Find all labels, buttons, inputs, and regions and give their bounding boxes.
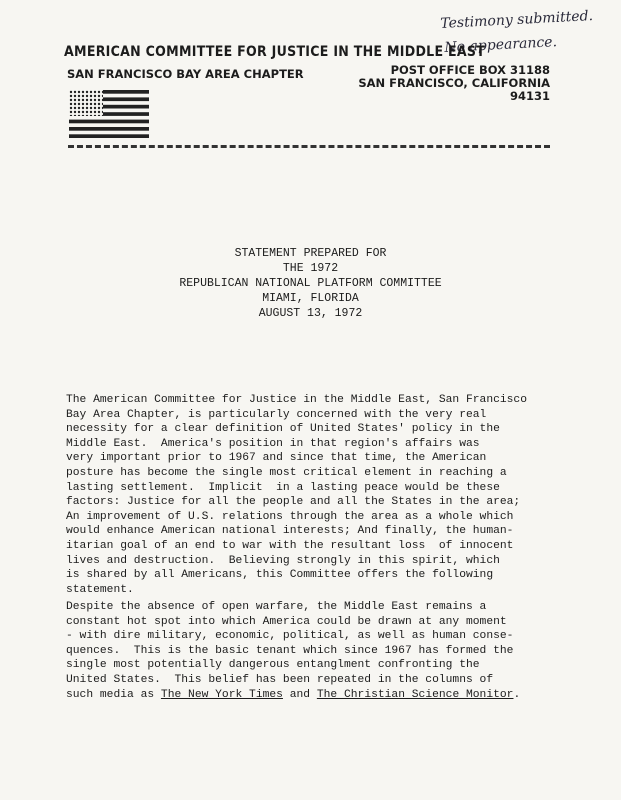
paragraph-line: - with dire military, economic, political, as well as human conse-	[66, 630, 514, 643]
paragraph-line: itarian goal of an end to war with the resultant loss of innocent	[66, 539, 514, 552]
statement-line-3: REPUBLICAN NATIONAL PLATFORM COMMITTEE	[179, 277, 442, 290]
paragraph-line: The American Committee for Justice in the Middle East, San Francisco	[66, 394, 527, 406]
statement-line-4: MIAMI, FLORIDA	[262, 292, 359, 305]
paragraph-line: Middle East. America's position in that region's affairs was	[66, 437, 480, 450]
letterhead-divider	[68, 145, 550, 148]
paragraph-line: necessity for a clear definition of United States' policy in the	[66, 423, 500, 436]
paragraph-line: Despite the absence of open warfare, the Middle East remains a	[66, 601, 487, 613]
text-fragment: and	[282, 688, 317, 701]
chapter-name: SAN FRANCISCO BAY AREA CHAPTER	[67, 67, 304, 81]
paragraph-line: would enhance American national interests; And finally, the human-	[66, 525, 514, 538]
paragraph-line: is shared by all Americans, this Committee offers the following	[66, 569, 494, 582]
paragraph-line: single most potentially dangerous entanglment confronting the	[66, 659, 480, 672]
text-fragment: .	[513, 688, 521, 701]
handwritten-note-line1: Testimony submitted.	[440, 8, 594, 32]
paragraph-line: statement.	[66, 583, 134, 596]
paragraph-line: quences. This is the basic tenant which since 1967 has formed the	[66, 644, 514, 657]
statement-line-1: STATEMENT PREPARED FOR	[234, 247, 387, 260]
handwritten-note-line2: No appearance.	[444, 34, 558, 56]
body-paragraph-2	[66, 600, 566, 702]
address-line-2: SAN FRANCISCO, CALIFORNIA	[358, 76, 550, 90]
address-line-1: POST OFFICE BOX 31188	[390, 63, 550, 77]
source-title-nyt: The New York Times	[160, 688, 283, 701]
flag-logo-icon	[69, 90, 149, 138]
paragraph-line: posture has become the single most critical element in reaching a	[66, 466, 507, 479]
paragraph-line: lasting settlement. Implicit in a lasting peace would be these	[66, 481, 500, 494]
paragraph-line: lives and destruction. Believing strongly in this spirit, which	[66, 554, 500, 567]
statement-line-5: AUGUST 13, 1972	[258, 307, 363, 320]
paragraph-line: constant hot spot into which America could be drawn at any moment	[66, 615, 507, 628]
address-line-3: 94131	[509, 89, 550, 103]
source-title-csm: The Christian Science Monitor	[316, 688, 514, 701]
paragraph-line: very important prior to 1967 and since that time, the American	[66, 452, 487, 465]
paragraph-line: Bay Area Chapter, is particularly concerned with the very real	[66, 408, 487, 421]
organization-name: AMERICAN COMMITTEE FOR JUSTICE IN THE MIDDLE EAST	[64, 44, 486, 60]
statement-line-2: THE 1972	[282, 262, 339, 275]
paragraph-line: An improvement of U.S. relations through the area as a whole which	[66, 510, 514, 523]
body-paragraph-1	[66, 393, 566, 597]
paragraph-line: United States. This belief has been repeated in the columns of	[66, 673, 494, 686]
text-fragment: such media as	[66, 688, 161, 701]
paragraph-line-last	[66, 688, 566, 703]
paragraph-line: factors: Justice for all the people and all the States in the area;	[66, 496, 521, 509]
